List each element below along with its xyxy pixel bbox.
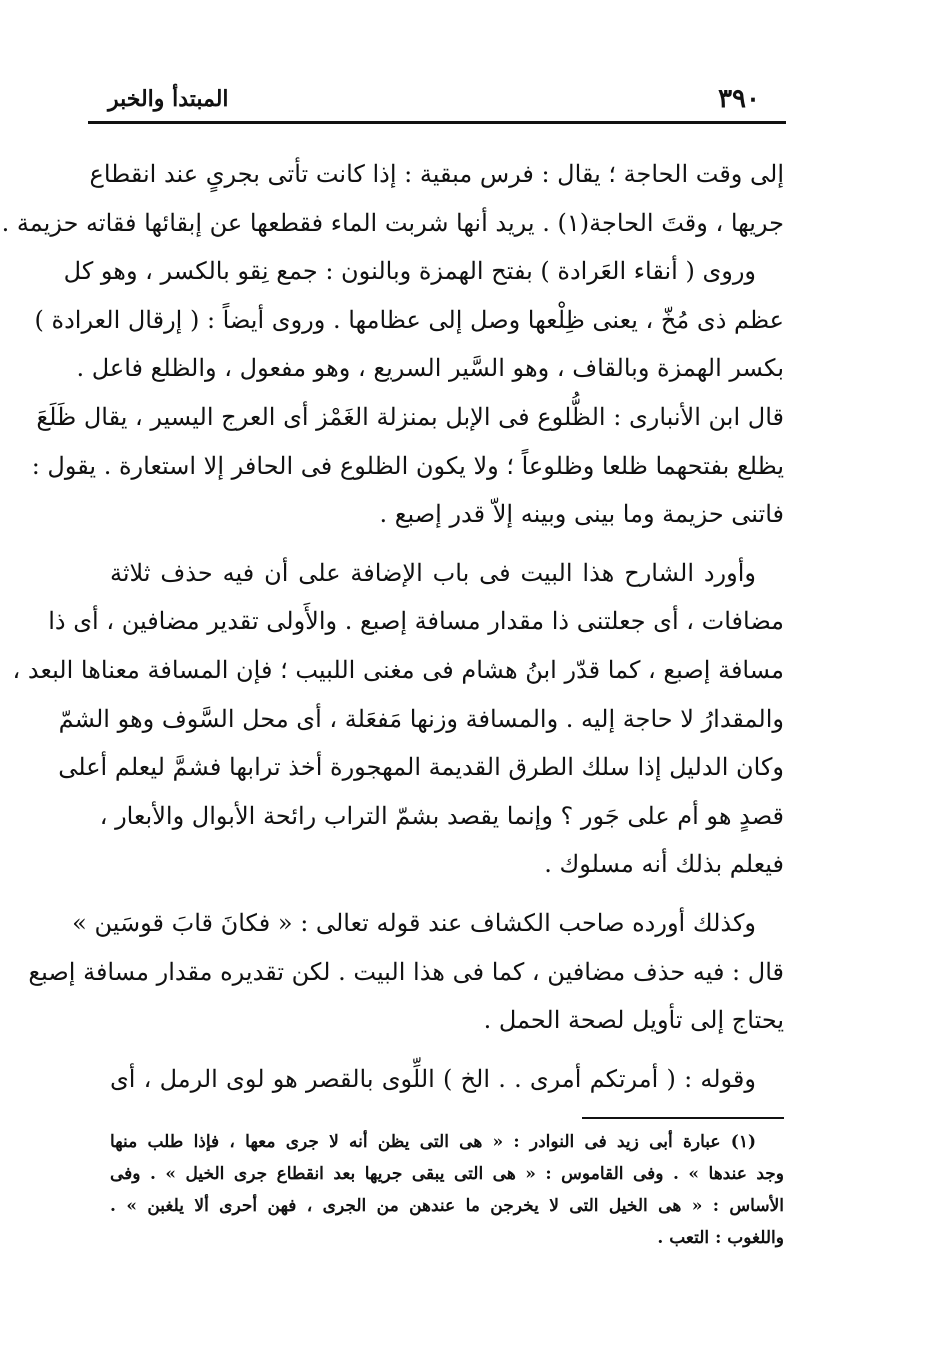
text-line: والمقدارُ لا حاجة إليه . والمسافة وزنها مَفعَلة ، أى محل السَّوف وهو الشمّ <box>58 704 784 733</box>
text-line: عظم ذى مُخّ ، يعنى ظِلْعها وصل إلى عظامها . وروى أيضاً : ( إرقال العرادة ) <box>34 305 784 334</box>
footnote-line: وجد عندها » . وفى القاموس : « هى التى يبقى جريها بعد انقطاع جرى الخيل » . وفى <box>110 1164 784 1184</box>
text-line: وأورد الشارح هذا البيت فى باب الإضافة على أن فيه حذف ثلاثة <box>110 558 756 587</box>
running-title: المبتدأ والخبر <box>108 86 229 112</box>
text-line: قال ابن الأنبارى : الظُّلوع فى الإبل بمنزلة الغَمْز أى العرج اليسير ، يقال ظَلَعَ <box>36 402 784 431</box>
text-line: مسافة إصبع ، كما قدّر ابنُ هشام فى مغنى اللبيب ؛ فإن المسافة معناها البعد ، <box>12 655 784 684</box>
text-line: قصدٍ هو أم على جَور ؟ وإنما يقصد بشمّ التراب رائحة الأبوال والأبعار ، <box>99 801 784 830</box>
footnote-line: الأساس : « هى الخيل التى لا يخرجن ما عندهن من الجرى ، فهن أحرى ألا يلغبن » . <box>110 1196 784 1216</box>
text-line: فيعلم بذلك أنه مسلوك . <box>544 850 784 879</box>
text-line: وكان الدليل إذا سلك الطرق القديمة المهجورة أخذ ترابها فشمَّ ليعلم أعلى <box>58 753 784 782</box>
text-line: وكذلك أورده صاحب الكشاف عند قوله تعالى : « فكانَ قابَ قوسَين » <box>72 908 756 937</box>
paragraph-gap <box>110 1045 784 1055</box>
text-line: إلى وقت الحاجة ؛ يقال : فرس مبقية : إذا كانت تأتى بجرىٍ عند انقطاع <box>89 160 784 188</box>
text-line: وقوله : ( أمرتكم أمرى . . الخ ) اللِّوى بالقصر هو لوى الرمل ، أى <box>110 1064 756 1093</box>
page-header <box>88 84 786 120</box>
page-number: ٣٩٠ <box>718 84 760 114</box>
footnote-rule <box>582 1117 784 1119</box>
paragraph-gap <box>110 539 784 549</box>
text-line: مضافات ، أى جعلتنى ذا مقدار مسافة إصبع . والأَولى تقدير مضافين ، أى ذا <box>48 607 784 636</box>
footnote-line: واللغوب : التعب . <box>657 1228 784 1248</box>
footnote-line: (١) عبارة أبى زيد فى النوادر : « هى التى يظن أنه لا جرى معها ، فإذا طلب منها <box>110 1132 756 1152</box>
paragraph-gap <box>110 889 784 899</box>
text-line: فاتنى حزيمة وما بينى وبينه إلاّ قدر إصبع . <box>379 500 784 529</box>
text-line: وروى ( أنقاء العَرادة ) بفتح الهمزة وبالنون : جمع نِقو بالكسر ، وهو كل <box>63 257 756 286</box>
header-rule <box>88 121 786 124</box>
text-line: بكسر الهمزة وبالقاف ، وهو السَّير السريع ، وهو مفعول ، والظلع فاعل . <box>76 354 784 383</box>
text-line: يظلع بفتحهما ظلعا وظلوعاً ؛ ولا يكون الظلوع فى الحافر إلا استعارة . يقول : <box>31 451 784 480</box>
text-line: قال : فيه حذف مضافين ، كما فى هذا البيت . لكن تقديره مقدار مسافة إصبع <box>28 957 784 986</box>
main-text <box>1 150 784 1103</box>
text-line: يحتاج إلى تأويل لصحة الحمل . <box>483 1006 784 1035</box>
text-line: جريها ، وقتَ الحاجة(١) . يريد أنها شربت الماء فقطعها عن إبقائها فقاته حزيمة . <box>1 208 784 237</box>
footnotes <box>110 1126 784 1254</box>
